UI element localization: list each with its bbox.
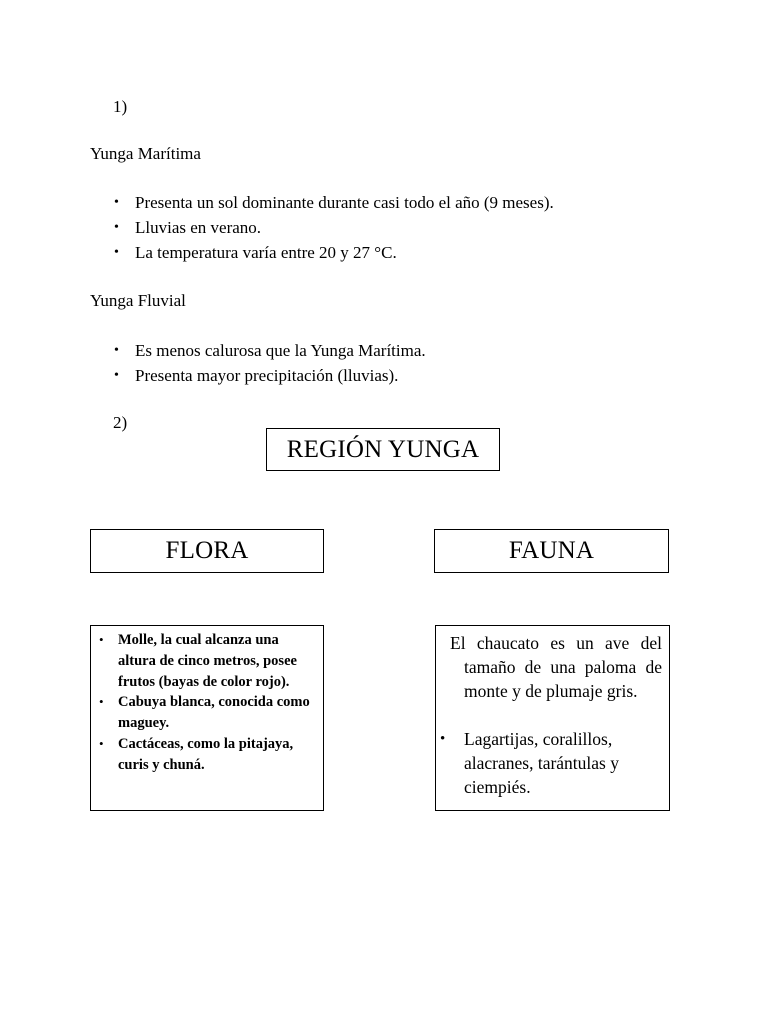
fauna-title: FAUNA <box>508 537 595 564</box>
list-item-text: Cactáceas, como la pitajaya, curis y chuná. <box>118 735 294 773</box>
flora-content-box <box>90 625 324 811</box>
list-item <box>114 366 426 391</box>
list-item <box>114 218 554 243</box>
list-item <box>99 692 317 734</box>
flora-list <box>99 630 317 776</box>
fauna-list <box>440 727 662 799</box>
bullet-icon: • <box>114 245 119 260</box>
list-item <box>440 727 662 799</box>
flora-title: FLORA <box>165 537 249 564</box>
list-item-text: Es menos calurosa que la Yunga Marítima. <box>135 341 426 360</box>
fauna-content-box <box>435 625 670 811</box>
bullet-icon: • <box>99 632 104 647</box>
section-1-number: 1) <box>113 97 128 116</box>
bullet-icon: • <box>114 343 119 358</box>
bullet-icon: • <box>99 694 104 710</box>
bullet-icon: • <box>99 735 104 751</box>
list-item-text: Lagartijas, coralillos, alacranes, tarántulas y ciempiés. <box>464 729 619 797</box>
list-item <box>114 193 554 218</box>
fauna-title-box <box>434 529 669 573</box>
yunga-fluvial-heading: Yunga Fluvial <box>90 291 186 310</box>
list-item <box>99 630 317 692</box>
bullet-icon: • <box>114 220 119 235</box>
list-item-text: Lluvias en verano. <box>135 218 262 237</box>
list-item <box>99 734 317 776</box>
list-item <box>114 243 554 268</box>
region-yunga-title-box <box>266 428 500 471</box>
bullet-icon: • <box>114 195 119 210</box>
region-yunga-title: REGIÓN YUNGA <box>286 435 480 463</box>
yunga-maritima-list <box>114 193 554 268</box>
flora-title-box <box>90 529 324 573</box>
yunga-maritima-heading: Yunga Marítima <box>90 144 201 163</box>
fauna-paragraph: El chaucato es un ave del tamaño de una paloma de monte y de plumaje gris. <box>450 633 662 701</box>
bullet-icon: • <box>440 731 446 747</box>
list-item-text: Presenta un sol dominante durante casi todo el año (9 meses). <box>135 193 554 212</box>
bullet-icon: • <box>114 368 119 383</box>
list-item <box>114 341 426 366</box>
list-item-text: Cabuya blanca, conocida como maguey. <box>118 694 310 732</box>
list-item-text: Molle, la cual alcanza una altura de cinco metros, posee frutos (bayas de color rojo). <box>118 632 297 690</box>
list-item-text: Presenta mayor precipitación (lluvias). <box>135 366 399 385</box>
list-item-text: La temperatura varía entre 20 y 27 °C. <box>135 243 397 262</box>
section-2-number: 2) <box>113 413 128 432</box>
yunga-fluvial-list <box>114 341 426 391</box>
